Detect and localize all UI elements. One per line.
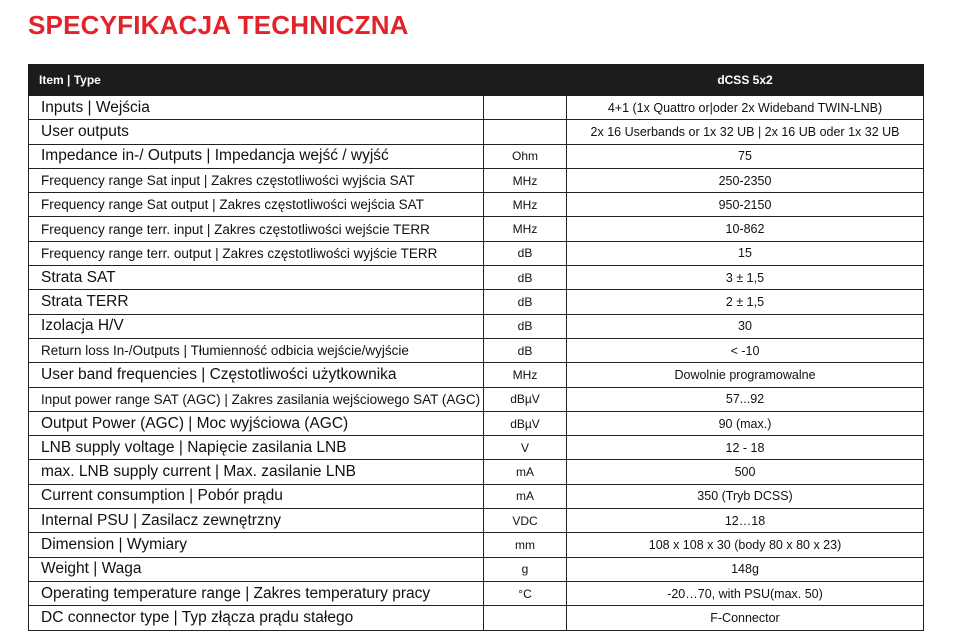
spec-label: Impedance in-/ Outputs | Impedancja wejść / wyjść bbox=[29, 144, 484, 168]
spec-value: 75 bbox=[567, 144, 924, 168]
spec-label: Weight | Waga bbox=[29, 557, 484, 581]
spec-label: Dimension | Wymiary bbox=[29, 533, 484, 557]
table-row bbox=[29, 533, 924, 557]
spec-unit: dB bbox=[484, 290, 567, 314]
spec-unit: °C bbox=[484, 581, 567, 605]
spec-unit: mm bbox=[484, 533, 567, 557]
table-row bbox=[29, 363, 924, 387]
spec-value: F-Connector bbox=[567, 606, 924, 630]
spec-unit bbox=[484, 120, 567, 144]
table-header-row bbox=[29, 65, 924, 96]
spec-label: User outputs bbox=[29, 120, 484, 144]
spec-label: User band frequencies | Częstotliwości użytkownika bbox=[29, 363, 484, 387]
spec-value: 4+1 (1x Quattro or|oder 2x Wideband TWIN-LNB) bbox=[567, 96, 924, 120]
spec-label: Input power range SAT (AGC) | Zakres zasilania wejściowego SAT (AGC) bbox=[29, 387, 484, 411]
spec-label: Output Power (AGC) | Moc wyjściowa (AGC) bbox=[29, 411, 484, 435]
table-row bbox=[29, 606, 924, 630]
table-row bbox=[29, 338, 924, 362]
spec-label: Internal PSU | Zasilacz zewnętrzny bbox=[29, 509, 484, 533]
table-row bbox=[29, 484, 924, 508]
spec-unit bbox=[484, 96, 567, 120]
table-row bbox=[29, 120, 924, 144]
spec-unit: dB bbox=[484, 266, 567, 290]
spec-value: 30 bbox=[567, 314, 924, 338]
spec-label: Current consumption | Pobór prądu bbox=[29, 484, 484, 508]
spec-unit: dBµV bbox=[484, 411, 567, 435]
table-row bbox=[29, 193, 924, 217]
spec-label: Frequency range terr. input | Zakres częstotliwości wejście TERR bbox=[29, 217, 484, 241]
spec-unit: Ohm bbox=[484, 144, 567, 168]
spec-value: 148g bbox=[567, 557, 924, 581]
spec-value: 90 (max.) bbox=[567, 411, 924, 435]
header-item: Item | Type bbox=[29, 65, 484, 96]
spec-value: 108 x 108 x 30 (body 80 x 80 x 23) bbox=[567, 533, 924, 557]
table-row bbox=[29, 460, 924, 484]
spec-label: Operating temperature range | Zakres temperatury pracy bbox=[29, 581, 484, 605]
spec-unit: MHz bbox=[484, 168, 567, 192]
table-row bbox=[29, 241, 924, 265]
spec-label: Frequency range Sat input | Zakres częstotliwości wyjścia SAT bbox=[29, 168, 484, 192]
spec-label: LNB supply voltage | Napięcie zasilania LNB bbox=[29, 436, 484, 460]
spec-value: 15 bbox=[567, 241, 924, 265]
spec-table bbox=[28, 64, 924, 631]
spec-unit: dB bbox=[484, 241, 567, 265]
table-row bbox=[29, 168, 924, 192]
table-row bbox=[29, 509, 924, 533]
table-body bbox=[29, 96, 924, 631]
spec-value: < -10 bbox=[567, 338, 924, 362]
spec-unit: MHz bbox=[484, 217, 567, 241]
table-row bbox=[29, 581, 924, 605]
spec-value: 950-2150 bbox=[567, 193, 924, 217]
spec-label: Strata SAT bbox=[29, 266, 484, 290]
spec-value: 3 ± 1,5 bbox=[567, 266, 924, 290]
spec-unit: VDC bbox=[484, 509, 567, 533]
table-row bbox=[29, 557, 924, 581]
spec-label: Frequency range terr. output | Zakres częstotliwości wyjście TERR bbox=[29, 241, 484, 265]
spec-value: -20…70, with PSU(max. 50) bbox=[567, 581, 924, 605]
spec-value: 250-2350 bbox=[567, 168, 924, 192]
spec-value: 2 ± 1,5 bbox=[567, 290, 924, 314]
spec-label: Izolacja H/V bbox=[29, 314, 484, 338]
header-value: dCSS 5x2 bbox=[567, 65, 924, 96]
spec-unit: MHz bbox=[484, 363, 567, 387]
spec-value: 57...92 bbox=[567, 387, 924, 411]
spec-label: max. LNB supply current | Max. zasilanie LNB bbox=[29, 460, 484, 484]
spec-label: Inputs | Wejścia bbox=[29, 96, 484, 120]
table-row bbox=[29, 314, 924, 338]
table-row bbox=[29, 266, 924, 290]
spec-label: Return loss In-/Outputs | Tłumienność odbicia wejście/wyjście bbox=[29, 338, 484, 362]
spec-unit: V bbox=[484, 436, 567, 460]
spec-value: Dowolnie programowalne bbox=[567, 363, 924, 387]
spec-unit: g bbox=[484, 557, 567, 581]
spec-unit: dB bbox=[484, 338, 567, 362]
table-row bbox=[29, 290, 924, 314]
spec-value: 10-862 bbox=[567, 217, 924, 241]
table-row bbox=[29, 387, 924, 411]
spec-unit: dBµV bbox=[484, 387, 567, 411]
spec-value: 12 - 18 bbox=[567, 436, 924, 460]
table-row bbox=[29, 217, 924, 241]
table-row bbox=[29, 436, 924, 460]
spec-value: 12…18 bbox=[567, 509, 924, 533]
table-row bbox=[29, 411, 924, 435]
spec-label: Strata TERR bbox=[29, 290, 484, 314]
table-row bbox=[29, 96, 924, 120]
spec-unit: dB bbox=[484, 314, 567, 338]
spec-unit: mA bbox=[484, 484, 567, 508]
spec-unit: MHz bbox=[484, 193, 567, 217]
spec-label: DC connector type | Typ złącza prądu stałego bbox=[29, 606, 484, 630]
spec-label: Frequency range Sat output | Zakres częstotliwości wejścia SAT bbox=[29, 193, 484, 217]
spec-value: 350 (Tryb DCSS) bbox=[567, 484, 924, 508]
header-unit bbox=[484, 65, 567, 96]
spec-value: 500 bbox=[567, 460, 924, 484]
spec-unit: mA bbox=[484, 460, 567, 484]
spec-value: 2x 16 Userbands or 1x 32 UB | 2x 16 UB oder 1x 32 UB bbox=[567, 120, 924, 144]
table-row bbox=[29, 144, 924, 168]
spec-unit bbox=[484, 606, 567, 630]
page-title: SPECYFIKACJA TECHNICZNA bbox=[28, 10, 409, 40]
